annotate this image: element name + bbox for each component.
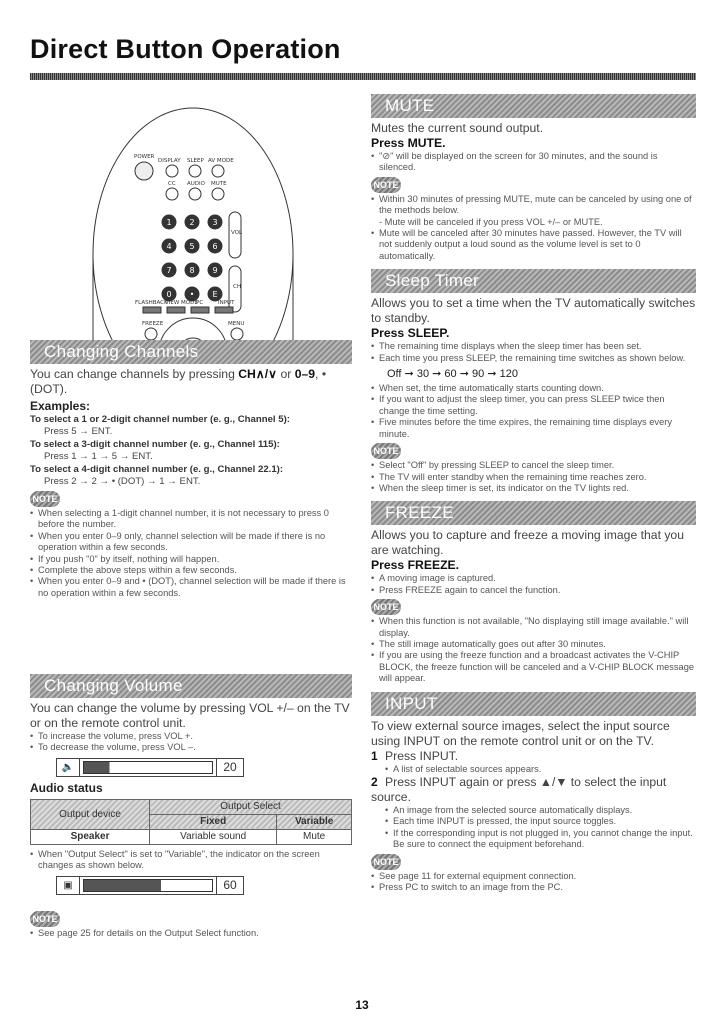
svg-text:8: 8 (189, 266, 195, 275)
input-step2-bullets (385, 805, 696, 851)
sleep-cycle-60: 60 (444, 368, 457, 381)
svg-text:7: 7 (166, 266, 172, 275)
audio-status-title: Audio status (30, 780, 103, 795)
sleep-cycle-30: 30 (416, 368, 430, 381)
svg-text:VOL: VOL (231, 230, 243, 236)
freeze-bullets (371, 573, 696, 596)
input-step1-bullets (385, 764, 696, 775)
volume-value-variable: 60 (216, 877, 243, 894)
list-item: - Mute will be canceled if you press VOL +/– or MUTE. (379, 216, 603, 227)
example-2-heading: To select a 3-digit channel number (e. g., Channel 115): (30, 439, 280, 450)
list-item: • When "Output Select" is set to "Variable", the indicator on the screen changes as shown below. (30, 849, 352, 872)
svg-text:MENU: MENU (228, 321, 245, 327)
table-cell-speaker: Speaker (31, 829, 150, 844)
sleep-bullets (371, 341, 696, 364)
svg-text:CC: CC (168, 181, 176, 187)
list-item: • The remaining time displays when the sleep timer has been set. (371, 341, 696, 352)
sleep-cycle: Off ➞ 30 ➞ 60 ➞ 90 ➞ 120 (387, 368, 518, 381)
volume-table-note (30, 849, 352, 872)
sleep-cycle-off: Off (387, 368, 402, 381)
step-number: 1 (371, 748, 378, 763)
examples-title: Examples: (30, 399, 91, 413)
page-number: 13 (355, 998, 369, 1012)
step-number: 2 (371, 774, 378, 789)
note-badge: NOTE (371, 599, 401, 615)
list-item: • When you enter 0–9 only, channel selection will be made if there is no operation within a few seconds. (30, 531, 352, 554)
changing-volume-notes (30, 928, 352, 939)
list-item: • When you enter 0–9 and • (DOT), channel selection will be made if there is no operation within a few seconds. (30, 576, 352, 599)
svg-text:INPUT: INPUT (218, 300, 235, 306)
list-item: • To decrease the volume, press VOL –. (30, 742, 352, 753)
sleep-bullets-2 (371, 383, 696, 440)
svg-text:3: 3 (212, 218, 218, 227)
svg-text:AUDIO: AUDIO (187, 181, 205, 187)
svg-text:POWER: POWER (134, 154, 155, 160)
svg-text:•: • (189, 290, 195, 299)
list-item: • Each time you press SLEEP, the remaining time switches as shown below. (371, 353, 696, 364)
mute-header: MUTE (371, 94, 696, 118)
list-item: • When selecting a 1-digit channel number, it is not necessary to press 0 before the number. (30, 508, 352, 531)
list-item: • The TV will enter standby when the remaining time reaches zero. (371, 472, 696, 483)
list-item: • An image from the selected source automatically displays. (385, 805, 696, 816)
sleep-cycle-90: 90 (472, 368, 485, 381)
input-step-1: 1 Press INPUT. (371, 748, 459, 763)
svg-text:0: 0 (166, 290, 172, 299)
title-underline (30, 73, 696, 80)
changing-volume-bullets (30, 731, 352, 754)
svg-text:DISPLAY: DISPLAY (158, 158, 181, 164)
svg-text:FLASHBACK: FLASHBACK (135, 300, 168, 306)
volume-track (83, 761, 213, 774)
volume-track-variable (83, 879, 213, 892)
volume-indicator-variable (56, 876, 244, 895)
svg-text:MUTE: MUTE (211, 181, 227, 187)
freeze-header: FREEZE (371, 501, 696, 525)
input-header: INPUT (371, 692, 696, 716)
list-item: • Press FREEZE again to cancel the function. (371, 585, 696, 596)
table-cell: Variable sound (150, 829, 277, 844)
list-item: • Five minutes before the time expires, the remaining time displays every minute. (371, 417, 696, 440)
note-badge: NOTE (30, 911, 60, 927)
changing-volume-intro: You can change the volume by pressing VOL +/– on the TV or on the remote control unit. (30, 701, 350, 730)
example-3-steps: Press 2 → 2 → • (DOT) → 1 → ENT. (44, 476, 201, 487)
list-item: • When set, the time automatically starts counting down. (371, 383, 696, 394)
list-item: • "⊘" will be displayed on the screen for 30 minutes, and the sound is silenced. (371, 151, 696, 174)
svg-text:PC: PC (196, 300, 204, 306)
svg-text:5: 5 (189, 242, 195, 251)
speaker-icon: 🔈 (57, 759, 80, 776)
note-badge: NOTE (371, 854, 401, 870)
example-3-heading: To select a 4-digit channel number (e. g., Channel 22.1): (30, 464, 284, 475)
list-item: • Complete the above steps within a few seconds. (30, 565, 352, 576)
list-item: • If you push "0" by itself, nothing will happen. (30, 554, 352, 565)
mute-line2: Press MUTE. (371, 136, 446, 150)
list-item: • See page 25 for details on the Output Select function. (30, 928, 352, 939)
list-item: • Within 30 minutes of pressing MUTE, mute can be canceled by using one of the methods below. (371, 194, 696, 217)
list-item: • Press PC to switch to an image from the PC. (371, 882, 696, 893)
changing-channels-header: Changing Channels (30, 340, 352, 364)
svg-text:1: 1 (166, 218, 172, 227)
input-intro: To view external source images, select the input source using INPUT on the remote control unit or on the TV. (371, 718, 670, 748)
list-item: • If you want to adjust the sleep timer, you can press SLEEP twice then change the time setting. (371, 394, 696, 417)
list-item: • Each time INPUT is pressed, the input source toggles. (385, 816, 696, 827)
changing-channels-intro: You can change channels by pressing CH∧/∨ or 0–9, • (DOT). (30, 367, 327, 396)
table-header-output-device: Output device (31, 799, 150, 829)
input-notes (371, 871, 696, 894)
svg-text:2: 2 (189, 218, 195, 227)
list-item: • When the sleep timer is set, its indicator on the TV lights red. (371, 483, 696, 494)
svg-text:VIEW MODE: VIEW MODE (165, 300, 198, 306)
freeze-line1: Allows you to capture and freeze a moving image that you are watching. (371, 528, 684, 558)
sleep-cycle-120: 120 (499, 368, 518, 381)
mute-line1: Mutes the current sound output. (371, 121, 544, 135)
svg-text:FREEZE: FREEZE (142, 321, 164, 327)
svg-text:CH: CH (233, 284, 241, 290)
svg-text:SLEEP: SLEEP (187, 158, 204, 164)
example-2-steps: Press 1 → 1 → 5 → ENT. (44, 451, 153, 462)
page-title: Direct Button Operation (30, 34, 341, 64)
list-item: • If the corresponding input is not plugged in, you cannot change the input. Be sure to connect the equipment beforehand. (385, 828, 696, 851)
volume-indicator (56, 758, 244, 777)
table-header-variable: Variable (277, 814, 352, 829)
table-header-output-select: Output Select (150, 799, 352, 814)
changing-volume-header: Changing Volume (30, 674, 352, 698)
volume-value: 20 (216, 759, 243, 776)
changing-channels-notes (30, 508, 352, 599)
list-item: • The still image automatically goes out after 30 minutes. (371, 639, 696, 650)
note-badge: NOTE (371, 443, 401, 459)
list-item: • If you are using the freeze function and a broadcast activates the V-CHIP BLOCK, the freeze function will be canceled and a V-CHIP BLOCK message will appear. (371, 650, 696, 684)
sleep-line1: Allows you to set a time when the TV automatically switches to standby. (371, 296, 696, 326)
input-step-2: 2 Press INPUT again or press ▲/▼ to select the input source. (371, 774, 667, 804)
table-header-fixed: Fixed (150, 814, 277, 829)
right-column (371, 94, 696, 893)
note-badge: NOTE (30, 491, 60, 507)
left-column (30, 94, 352, 938)
mute-bullets (371, 151, 696, 174)
sleep-line2: Press SLEEP. (371, 326, 450, 341)
example-1-heading: To select a 1 or 2-digit channel number (e. g., Channel 5): (30, 414, 290, 425)
freeze-line2: Press FREEZE. (371, 558, 460, 573)
list-item: • A list of selectable sources appears. (385, 764, 696, 775)
audio-status-table (30, 799, 352, 845)
sleep-notes (371, 460, 696, 494)
svg-text:6: 6 (212, 242, 218, 251)
freeze-notes (371, 616, 696, 684)
table-cell: Mute (277, 829, 352, 844)
list-item: • A moving image is captured. (371, 573, 696, 584)
note-badge: NOTE (371, 177, 401, 193)
svg-text:9: 9 (212, 266, 218, 275)
svg-text:4: 4 (166, 242, 172, 251)
mute-notes (371, 194, 696, 262)
list-item: • Mute will be canceled after 30 minutes have passed. However, the TV will not suddenly output a loud sound as the volume level is set to 0 automatically. (371, 228, 696, 262)
speaker-variable-icon: ▣ (57, 877, 80, 894)
list-item: • When this function is not available, "No displaying still image available." will display. (371, 616, 696, 639)
remote-control-icon (30, 94, 352, 354)
list-item: • See page 11 for external equipment connection. (371, 871, 696, 882)
remote-illustration (30, 94, 352, 354)
list-item: • Select "Off" by pressing SLEEP to cancel the sleep timer. (371, 460, 696, 471)
sleep-timer-header: Sleep Timer (371, 269, 696, 293)
svg-text:E: E (212, 290, 218, 299)
list-item: • To increase the volume, press VOL +. (30, 731, 352, 742)
example-1-steps: Press 5 → ENT. (44, 426, 113, 437)
svg-text:AV MODE: AV MODE (208, 158, 234, 164)
